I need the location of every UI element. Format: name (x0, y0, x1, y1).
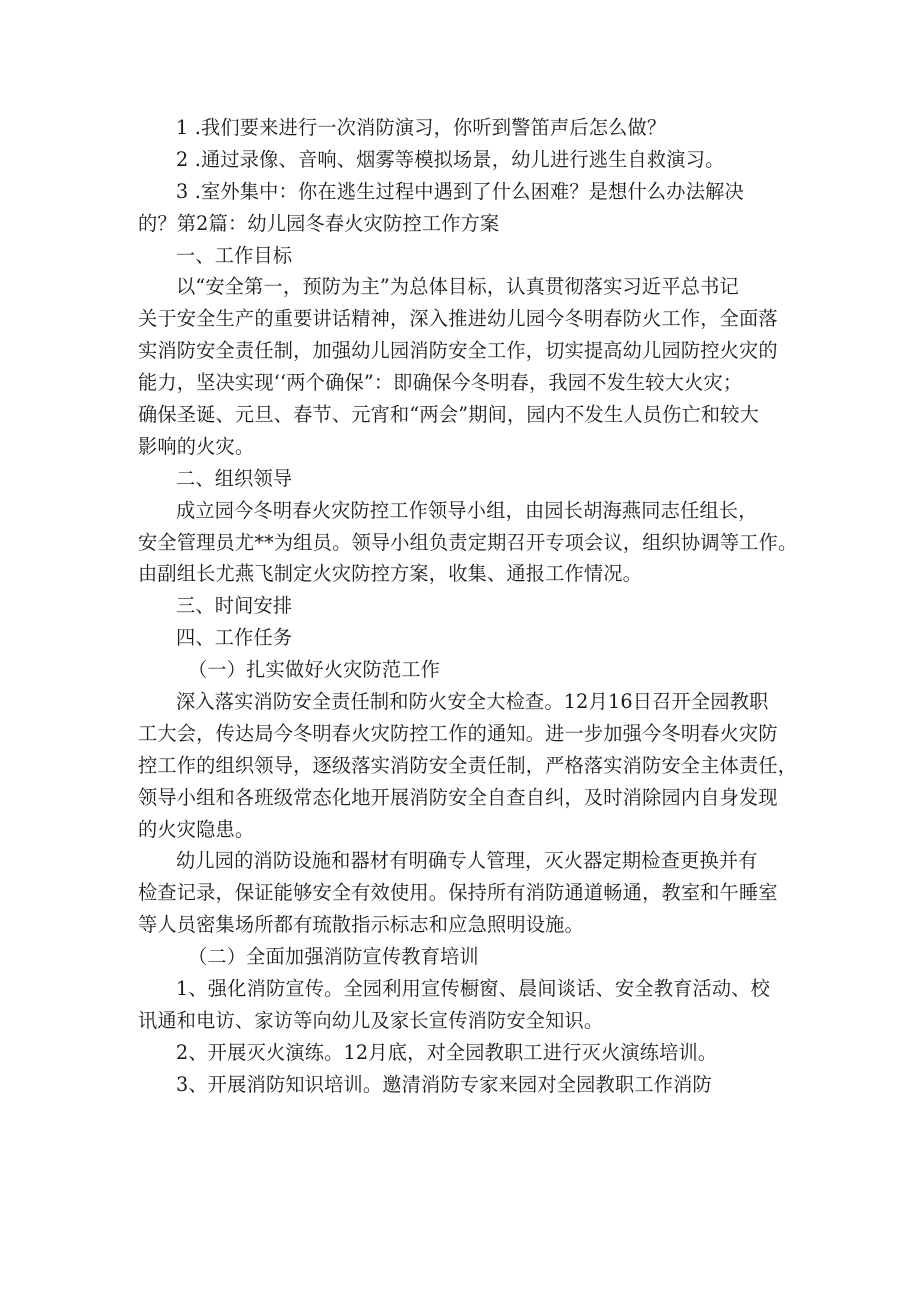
text-line: 控工作的组织领导，逐级落实消防安全责任制，严格落实消防安全主体责任， (138, 753, 798, 777)
text-line: 等人员密集场所都有琉散指示标志和应急照明设施。 (138, 913, 584, 937)
text-line: 检查记录，保证能够安全有效使用。保持所有消防通道畅通，教室和午睡室 (138, 881, 778, 905)
text-line: 3 .室外集中：你在逃生过程中遇到了什么困难？是想什么办法解决 (176, 179, 744, 203)
text-line: 二、组织领导 (176, 466, 293, 490)
text-line: 以“安全第一，预防为主”为总体目标，认真贯彻落实习近平总书记 (176, 275, 739, 299)
text-line: 确保圣诞、元旦、春节、元宵和“两会”期间，园内不发生人员伤亡和较大 (138, 403, 760, 427)
text-line: 3、开展消防知识培训。邀清消防专家来园对全园教职工作消防 (176, 1072, 712, 1096)
document-body (138, 112, 798, 1101)
text-line: 讯通和电访、家访等向幼儿及家长宣传消防安全知识。 (138, 1008, 604, 1032)
text-line: （一）扎实做好火灾防范工作 (188, 658, 441, 682)
text-line: 安全管理员尤**为组员。领导小组负责定期召开专项会议，组织协调等工作。 (138, 530, 798, 554)
text-line: （二）全面加强消防宣传教育培训 (188, 945, 479, 969)
text-line: 的火灾隐患。 (138, 817, 255, 841)
text-line: 实消防安全责任制，加强幼儿园消防安全工作，切实提高幼儿园防控火灾的 (138, 339, 778, 363)
text-line: 三、时间安排 (176, 594, 293, 618)
text-line: 影响的火灾。 (138, 434, 255, 458)
text-line: 成立园今冬明春火灾防控工作领导小组，由园长胡海燕同志任组长， (176, 498, 758, 522)
text-line: 领导小组和各班级常态化地开展消防安全自查自纠，及时消除园内自身发现 (138, 785, 778, 809)
text-line: 1 .我们要来进行一次消防演习，你听到警笛声后怎么做？ (176, 116, 667, 139)
text-line: 能力，坚决实现‘‘两个确保”：即确保今冬明春，我园不发生较大火灾； (138, 371, 743, 395)
text-line: 的？第2篇：幼儿园冬春火灾防控工作方案 (138, 211, 500, 235)
text-line: 2 .通过录像、音响、烟雾等模拟场景，幼儿进行逃生自救演习。 (176, 147, 725, 171)
text-line: 一、工作目标 (176, 243, 293, 267)
text-line: 幼儿园的消防设施和器材有明确专人管理，灭火器定期检查更换并有 (176, 849, 758, 873)
text-line: 2、开展灭火演练。12月底，对全园教职工进行灭火演练培训。 (176, 1040, 718, 1064)
text-line: 1、强化消防宣传。全园利用宣传橱窗、晨间谈话、安全教育活动、校 (176, 977, 771, 1001)
text-line: 四、工作任务 (176, 626, 293, 650)
text-line: 深入落实消防安全责任制和防火安全大检查。12月16日召开全园教职 (176, 690, 769, 714)
text-line: 关于安全生产的重要讲话精神，深入推进幼儿园今冬明春防火工作，全面落 (138, 307, 778, 331)
text-line: 由副组长尤燕飞制定火灾防控方案，收集、通报工作情况。 (138, 562, 643, 586)
text-line: 工大会，传达局今冬明春火灾防控工作的通知。进一步加强今冬明春火灾防 (138, 721, 778, 745)
